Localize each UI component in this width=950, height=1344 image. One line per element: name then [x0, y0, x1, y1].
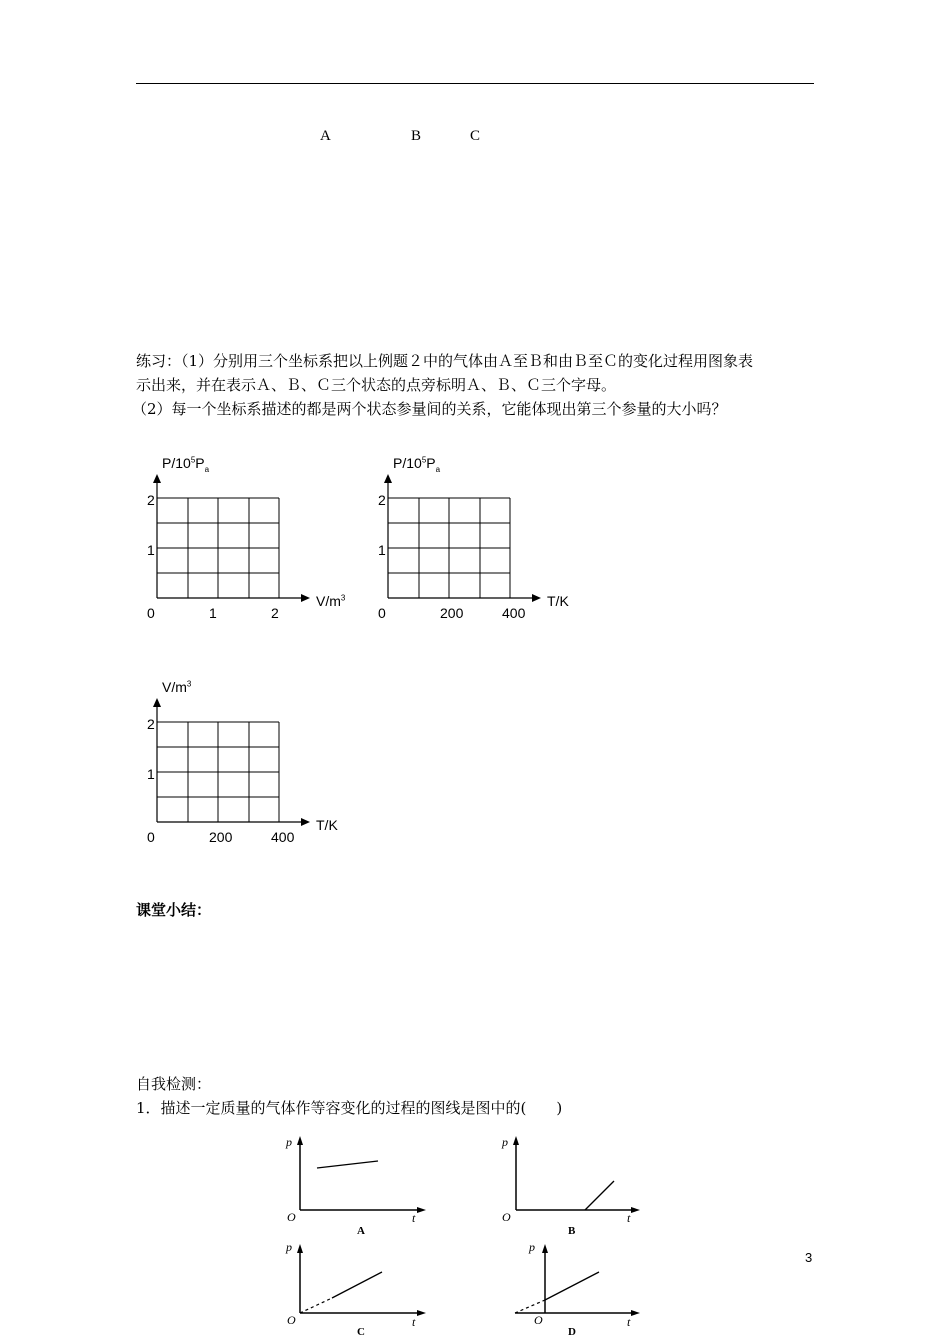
option-graph-c	[285, 1240, 426, 1338]
option-label-d: D	[568, 1326, 576, 1338]
x-tick-200: 200	[440, 605, 464, 621]
y-axis-arrow-icon	[384, 474, 392, 483]
option-graph-a	[285, 1135, 426, 1237]
x-tick-1: 1	[209, 605, 217, 621]
t-label: t	[627, 1211, 631, 1225]
grid-chart-v-t	[140, 674, 370, 854]
summary-heading: 课堂小结：	[136, 901, 212, 919]
t-label: t	[627, 1315, 631, 1329]
y-axis-label: $V/m^3$	[162, 679, 192, 695]
p-label: p	[502, 1135, 508, 1149]
y-tick-1: 1	[147, 766, 155, 782]
t-axis-arrow-icon	[631, 1310, 640, 1316]
x-tick-200: 200	[209, 829, 233, 845]
y-tick-1: 1	[147, 542, 155, 558]
x-tick-2: 2	[271, 605, 279, 621]
y-axis-arrow-icon	[153, 474, 161, 483]
option-label-b: B	[568, 1225, 576, 1237]
grid-lines	[388, 498, 510, 598]
grid-chart-p-v	[140, 450, 370, 630]
graph-c-dashed-extension	[300, 1298, 332, 1313]
x-tick-0: 0	[147, 605, 155, 621]
exercise-line-3: （2）每一个坐标系描述的都是两个状态参量间的关系，它能体现出第三个参量的大小吗？	[132, 400, 727, 418]
p-label: p	[286, 1135, 292, 1149]
p-axis-arrow-icon	[297, 1244, 303, 1253]
graph-d-dashed-extension	[515, 1300, 545, 1313]
exercise-line-1: 练习：（1）分别用三个坐标系把以上例题２中的气体由Ａ至Ｂ和由Ｂ至Ｃ的变化过程用图象表	[136, 352, 754, 370]
x-axis-arrow-icon	[532, 594, 541, 602]
graph-d-line	[545, 1272, 599, 1300]
y-axis-arrow-icon	[153, 698, 161, 707]
y-axis-label: $P/10^5P_a$	[162, 455, 210, 474]
page-number: 3	[805, 1250, 813, 1265]
x-axis-label: T/K	[316, 817, 338, 833]
self-check-heading: 自我检测：	[136, 1075, 212, 1093]
option-graphs	[270, 1130, 670, 1340]
t-axis-arrow-icon	[631, 1207, 640, 1213]
y-tick-2: 2	[147, 716, 155, 732]
graph-a-line	[317, 1161, 378, 1168]
exercise-line-2: 示出来，并在表示Ａ、Ｂ、Ｃ三个状态的点旁标明Ａ、Ｂ、Ｃ三个字母。	[136, 376, 617, 394]
p-axis-arrow-icon	[297, 1136, 303, 1145]
origin-label: O	[287, 1210, 296, 1224]
y-tick-2: 2	[147, 492, 155, 508]
top-label-b: B	[411, 128, 422, 144]
y-tick-2: 2	[378, 492, 386, 508]
x-axis-arrow-icon	[301, 818, 310, 826]
x-tick-400: 400	[502, 605, 526, 621]
origin-label: O	[502, 1210, 511, 1224]
origin-label: O	[287, 1313, 296, 1327]
option-label-c: C	[357, 1326, 365, 1338]
graph-b-line	[585, 1181, 614, 1210]
x-tick-400: 400	[271, 829, 295, 845]
p-axis-arrow-icon	[542, 1244, 548, 1253]
x-axis-label: T/K	[547, 593, 569, 609]
y-axis-label: $P/10^5P_a$	[393, 455, 441, 474]
top-label-a: A	[320, 128, 331, 144]
x-axis-arrow-icon	[301, 594, 310, 602]
t-axis-arrow-icon	[417, 1207, 426, 1213]
t-label: t	[412, 1315, 416, 1329]
grid-lines	[157, 498, 279, 598]
origin-label: O	[534, 1313, 543, 1327]
t-label: t	[412, 1211, 416, 1225]
t-axis-arrow-icon	[417, 1310, 426, 1316]
question-1: 1．描述一定质量的气体作等容变化的过程的图线是图中的( )	[136, 1099, 563, 1117]
p-label: p	[529, 1240, 535, 1254]
p-axis-arrow-icon	[513, 1136, 519, 1145]
option-graph-d	[515, 1240, 640, 1338]
option-label-a: A	[357, 1225, 365, 1237]
header-rule	[136, 83, 814, 84]
x-tick-0: 0	[147, 829, 155, 845]
p-label: p	[286, 1240, 292, 1254]
x-axis-label: $V/m^3$	[316, 593, 346, 609]
grid-lines	[157, 722, 279, 822]
grid-chart-p-t	[371, 450, 601, 630]
x-tick-0: 0	[378, 605, 386, 621]
graph-c-line	[332, 1272, 382, 1298]
y-tick-1: 1	[378, 542, 386, 558]
option-graph-b	[501, 1135, 640, 1237]
top-label-c: C	[470, 128, 481, 144]
